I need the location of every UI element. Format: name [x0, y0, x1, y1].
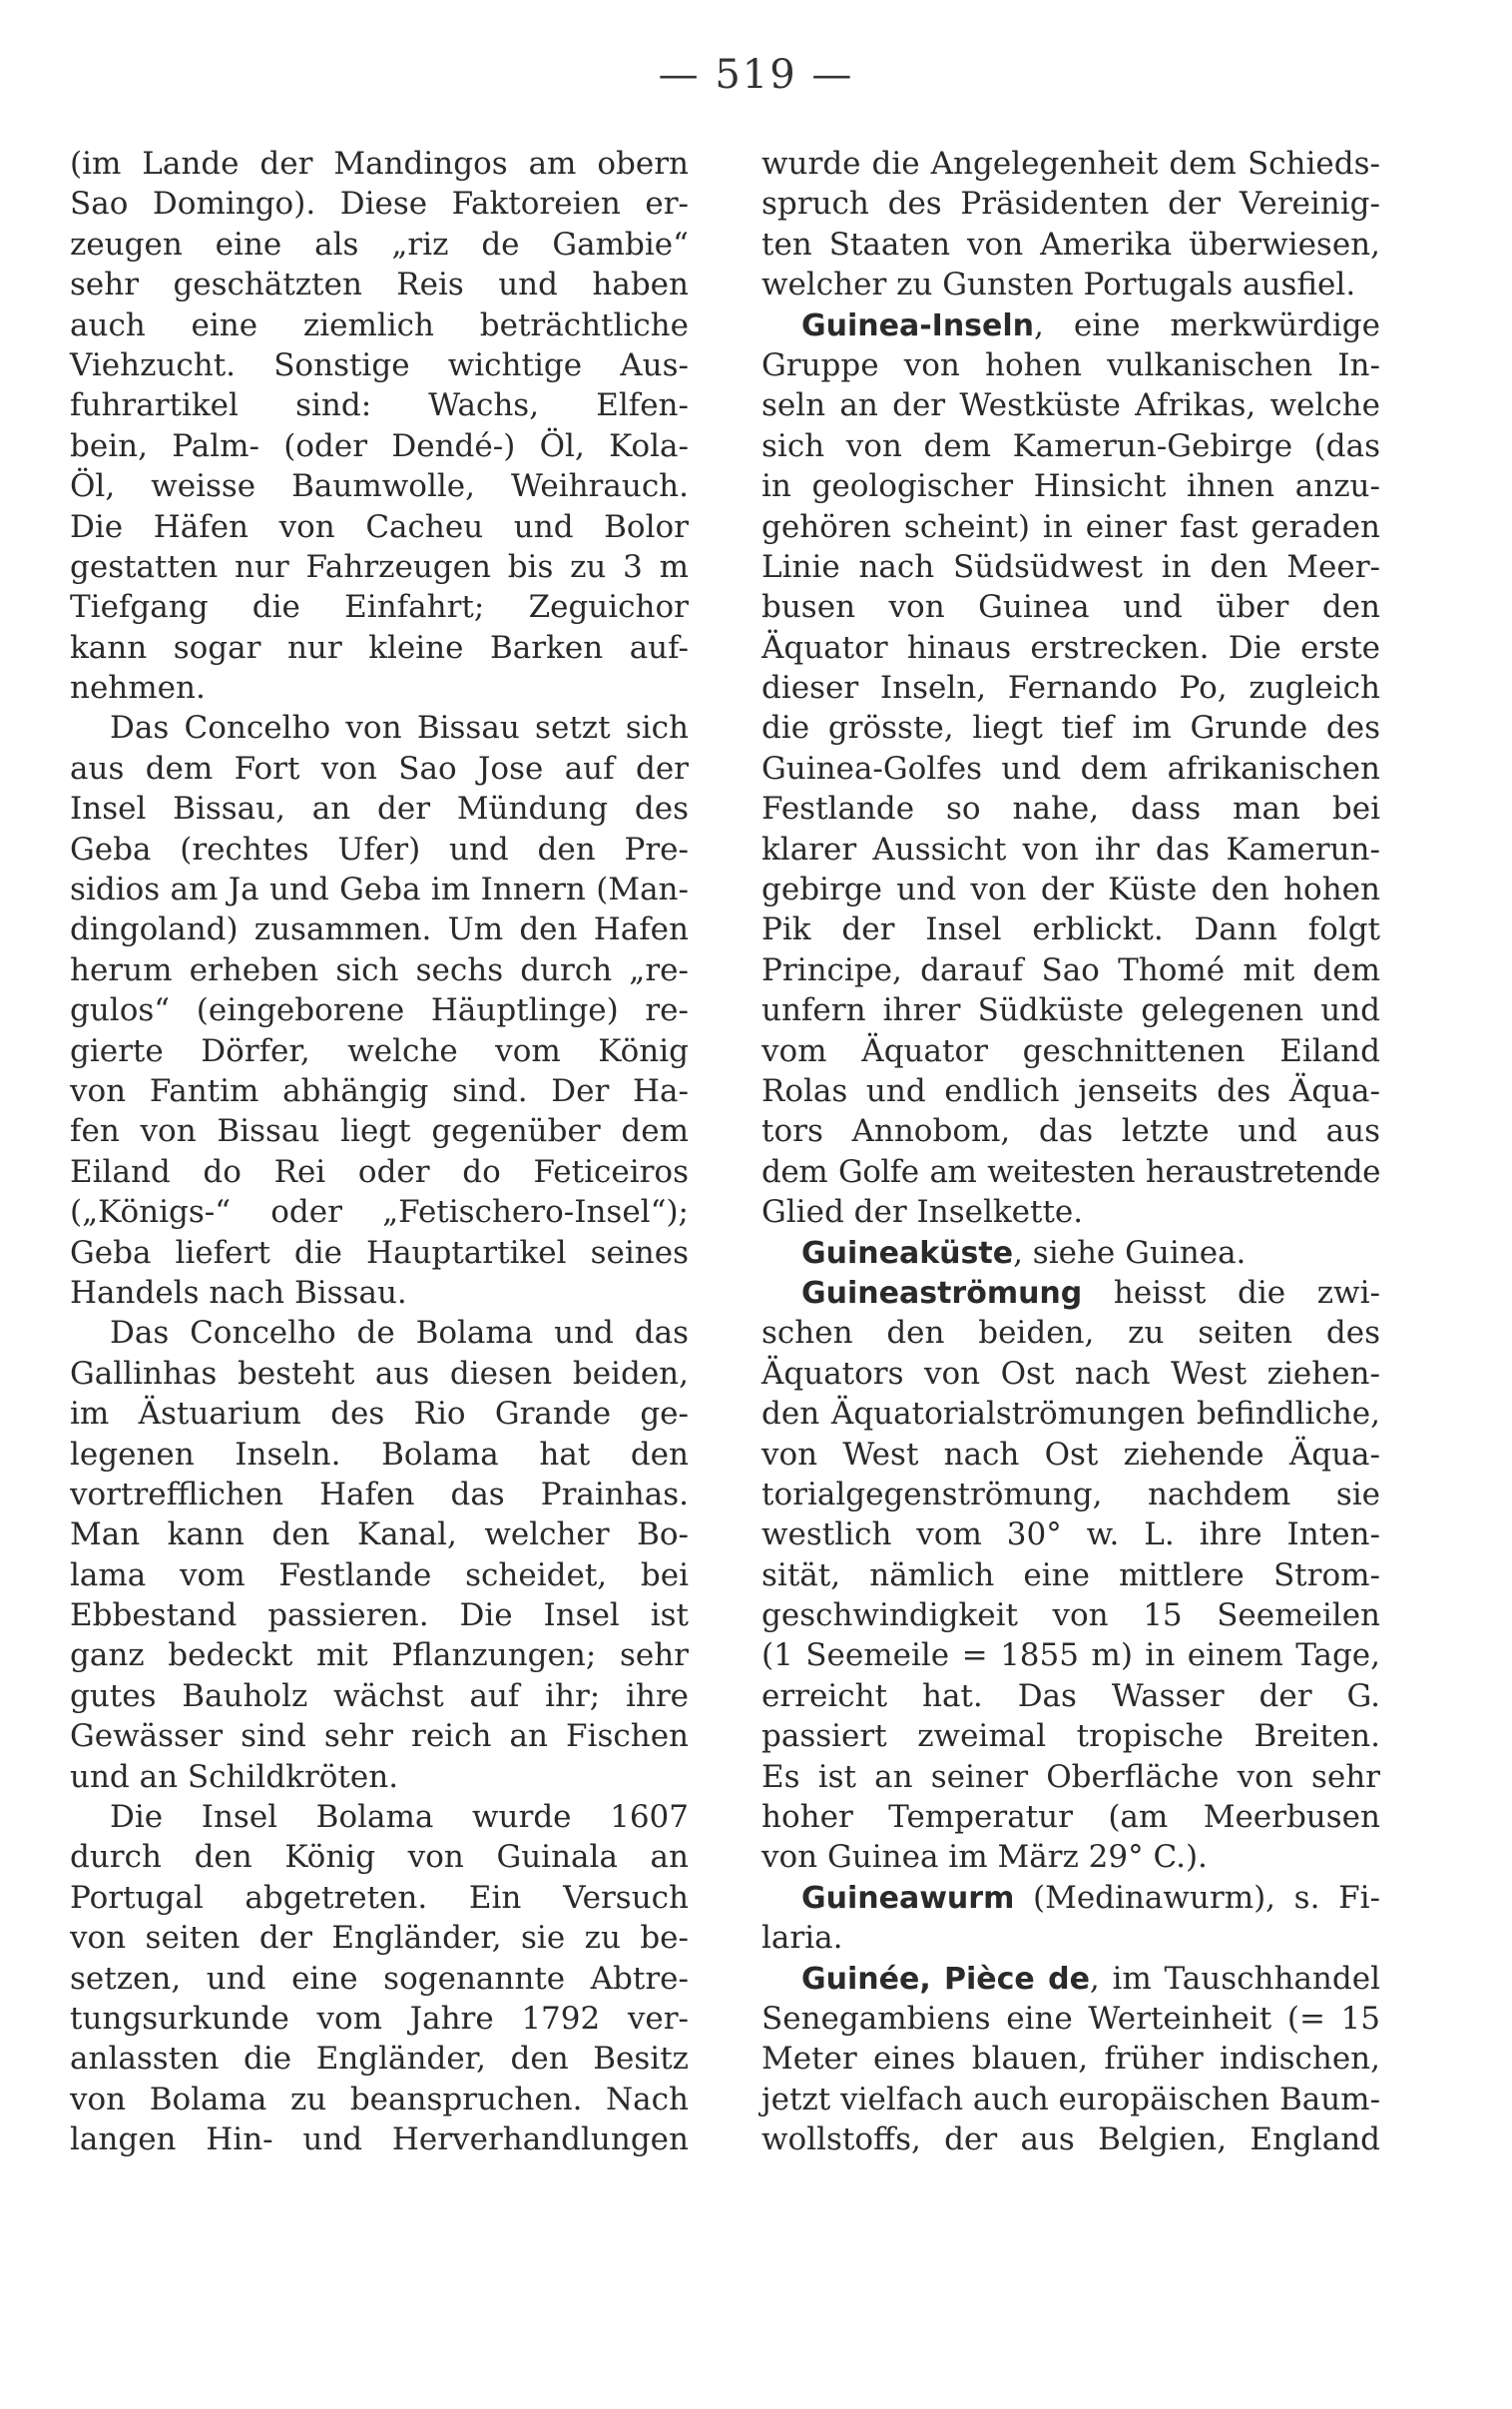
line-text: Man kann den Kanal, welcher Bo-	[70, 1516, 689, 1553]
line-text: torialgegenströmung, nachdem sie	[761, 1476, 1380, 1512]
line-text: gutes Bauholz wächst auf ihr; ihre	[70, 1677, 689, 1714]
text-line	[70, 1475, 689, 1514]
text-line	[70, 1152, 689, 1192]
line-text: erreicht hat. Das Wasser der G.	[761, 1677, 1380, 1714]
entry-keyword: Guineaströmung	[801, 1275, 1083, 1311]
line-text: Glied der Inselkette.	[761, 1194, 1084, 1231]
text-line	[70, 1273, 689, 1313]
entry-keyword: Guineaküste	[801, 1235, 1014, 1271]
text-line	[761, 265, 1380, 304]
line-text: aus dem Fort von Sao Jose auf der	[70, 750, 689, 787]
text-line	[70, 668, 689, 708]
text-line	[761, 2039, 1380, 2079]
line-text: zeugen eine als „riz de Gambie“	[70, 226, 689, 263]
line-text: Die Insel Bolama wurde 1607	[110, 1799, 689, 1836]
text-line	[761, 870, 1380, 909]
text-line	[761, 830, 1380, 870]
text-line	[70, 385, 689, 425]
line-text: Rolas und endlich jenseits des Äqua-	[761, 1072, 1380, 1109]
line-text: setzen, und eine sogenannte Abtre-	[70, 1960, 689, 1997]
text-line	[761, 305, 1380, 345]
text-line	[761, 466, 1380, 506]
text-line	[70, 1111, 689, 1151]
line-text: Senegambiens eine Werteinheit (= 15	[761, 2000, 1380, 2037]
line-text: sidios am Ja und Geba im Innern (Man-	[70, 872, 689, 908]
line-text: Gewässer sind sehr reich an Fischen	[70, 1718, 689, 1755]
line-text: nehmen.	[70, 670, 206, 707]
line-text: gehören scheint) in einer fast geraden	[761, 508, 1380, 545]
line-text: und an Schildkröten.	[70, 1758, 399, 1795]
line-text: Viehzucht. Sonstige wichtige Aus-	[70, 346, 689, 383]
line-text: im Ästuarium des Rio Grande ge-	[70, 1396, 689, 1433]
text-line	[70, 1233, 689, 1273]
entry-keyword: Guinée, Pièce de	[801, 1961, 1090, 1997]
line-text: von West nach Ost ziehende Äqua-	[761, 1436, 1380, 1473]
text-line	[761, 1999, 1380, 2039]
line-text: unfern ihrer Südküste gelegenen und	[761, 992, 1380, 1029]
line-text: Das Concelho de Bolama und das	[110, 1315, 689, 1352]
text-line	[70, 144, 689, 184]
text-line	[70, 1837, 689, 1877]
text-line	[761, 1837, 1380, 1877]
text-line	[761, 1918, 1380, 1958]
text-line	[761, 547, 1380, 587]
line-text: , eine merkwürdige	[1034, 306, 1380, 343]
line-text: wurde die Angelegenheit dem Schieds-	[761, 146, 1380, 182]
text-line	[70, 1959, 689, 1999]
line-text: Portugal abgetreten. Ein Versuch	[70, 1879, 689, 1916]
line-text: hoher Temperatur (am Meerbusen	[761, 1799, 1380, 1836]
line-text: dieser Inseln, Fernando Po, zugleich	[761, 670, 1380, 707]
text-line	[70, 345, 689, 385]
right-column	[761, 144, 1380, 2160]
line-text: Festlande so nahe, dass man bei	[761, 791, 1380, 828]
text-line	[70, 2080, 689, 2119]
text-line	[70, 265, 689, 304]
text-line	[761, 668, 1380, 708]
text-line	[70, 1394, 689, 1434]
text-line	[761, 426, 1380, 466]
line-text: tors Annobom, das letzte und aus	[761, 1113, 1380, 1150]
line-text: ten Staaten von Amerika überwiesen,	[761, 226, 1380, 263]
line-text: kann sogar nur kleine Barken auf-	[70, 629, 689, 666]
text-line	[761, 1635, 1380, 1675]
text-line	[761, 1152, 1380, 1192]
text-line	[70, 628, 689, 668]
text-line	[70, 749, 689, 789]
line-text: spruch des Präsidenten der Vereinig-	[761, 186, 1380, 223]
text-line	[761, 1192, 1380, 1232]
text-line	[70, 547, 689, 587]
text-line	[70, 1031, 689, 1071]
text-line	[761, 950, 1380, 990]
text-line	[761, 345, 1380, 385]
text-line	[761, 1031, 1380, 1071]
text-line	[761, 1716, 1380, 1756]
text-line	[70, 1313, 689, 1353]
text-line	[761, 2119, 1380, 2159]
text-line	[761, 628, 1380, 668]
text-line	[761, 1233, 1380, 1273]
text-line	[761, 1797, 1380, 1837]
text-line	[761, 1313, 1380, 1353]
line-text: Insel Bissau, an der Mündung des	[70, 791, 689, 828]
line-text: herum erheben sich sechs durch „re-	[70, 951, 689, 988]
text-line	[70, 708, 689, 748]
text-line	[70, 1716, 689, 1756]
line-text: gulos“ (eingeborene Häuptlinge) re-	[70, 992, 689, 1029]
text-line	[70, 1676, 689, 1716]
line-text: busen von Guinea und über den	[761, 589, 1380, 626]
text-line	[761, 1273, 1380, 1313]
line-text: heisst die zwi-	[1082, 1274, 1380, 1311]
line-text: sität, nämlich eine mittlere Strom-	[761, 1556, 1380, 1593]
text-line	[70, 1918, 689, 1958]
text-line	[761, 144, 1380, 184]
line-text: Äquators von Ost nach West ziehen-	[761, 1355, 1380, 1392]
text-line	[761, 2080, 1380, 2119]
line-text: , im Tauschhandel	[1089, 1960, 1381, 1997]
text-line	[70, 1595, 689, 1635]
line-text: schen den beiden, zu seiten des	[761, 1315, 1380, 1352]
line-text: Pik der Insel erblickt. Dann folgt	[761, 911, 1380, 948]
text-line	[70, 1757, 689, 1797]
text-line	[70, 1514, 689, 1554]
line-text: von seiten der Engländer, sie zu be-	[70, 1920, 689, 1957]
text-line	[70, 1555, 689, 1595]
text-line	[761, 1111, 1380, 1151]
line-text: passiert zweimal tropische Breiten.	[761, 1718, 1380, 1755]
text-line	[761, 507, 1380, 547]
text-line	[70, 184, 689, 224]
text-line	[761, 184, 1380, 224]
line-text: Das Concelho von Bissau setzt sich	[110, 710, 689, 747]
text-line	[70, 870, 689, 909]
line-text: welcher zu Gunsten Portugals ausfiel.	[761, 267, 1356, 303]
text-line	[70, 1999, 689, 2039]
text-line	[761, 225, 1380, 265]
text-line	[761, 1354, 1380, 1394]
line-text: Gruppe von hohen vulkanischen In-	[761, 346, 1380, 383]
text-line	[761, 1394, 1380, 1434]
line-text: („Königs-“ oder „Fetischero-Insel“);	[70, 1194, 689, 1231]
text-line	[761, 385, 1380, 425]
line-text: jetzt vielfach auch europäischen Baum-	[761, 2081, 1381, 2117]
text-line	[761, 587, 1380, 627]
line-text: sehr geschätzten Reis und haben	[70, 267, 689, 303]
line-text: vom Äquator geschnittenen Eiland	[761, 1032, 1380, 1069]
line-text: gebirge und von der Küste den hohen	[761, 872, 1380, 908]
line-text: Geba (rechtes Ufer) und den Pre-	[70, 831, 689, 868]
text-line	[70, 2119, 689, 2159]
line-text: Ebbestand passieren. Die Insel ist	[70, 1597, 689, 1634]
line-text: (1 Seemeile = 1855 m) in einem Tage,	[761, 1637, 1380, 1674]
line-text: sich von dem Kamerun-Gebirge (das	[761, 427, 1380, 464]
line-text: lama vom Festlande scheidet, bei	[70, 1556, 689, 1593]
left-column	[70, 144, 689, 2160]
text-line	[70, 950, 689, 990]
text-line	[761, 1878, 1380, 1918]
line-text: Linie nach Südsüdwest in den Meer-	[761, 548, 1380, 585]
text-line	[761, 1959, 1380, 1999]
line-text: Handels nach Bissau.	[70, 1274, 407, 1311]
line-text: dingoland) zusammen. Um den Hafen	[70, 911, 689, 948]
text-line	[761, 1555, 1380, 1595]
line-text: Gallinhas besteht aus diesen beiden,	[70, 1355, 689, 1392]
text-line	[70, 830, 689, 870]
line-text: Tiefgang die Einfahrt; Zeguichor	[70, 589, 689, 626]
text-line	[761, 708, 1380, 748]
line-text: (im Lande der Mandingos am obern	[70, 146, 689, 182]
line-text: anlassten die Engländer, den Besitz	[70, 2041, 689, 2078]
line-text: seln an der Westküste Afrikas, welche	[761, 387, 1380, 424]
text-line	[761, 1475, 1380, 1514]
line-text: Sao Domingo). Diese Faktoreien er-	[70, 186, 689, 223]
line-text: von Guinea im März 29° C.).	[761, 1839, 1208, 1876]
line-text: von Fantim abhängig sind. Der Ha-	[70, 1072, 689, 1109]
line-text: in geologischer Hinsicht ihnen anzu-	[761, 468, 1380, 505]
line-text: klarer Aussicht von ihr das Kamerun-	[761, 831, 1380, 868]
text-line	[70, 1071, 689, 1111]
line-text: westlich vom 30° w. L. ihre Inten-	[761, 1516, 1380, 1553]
line-text: ganz bedeckt mit Pflanzungen; sehr	[70, 1637, 689, 1674]
line-text: Principe, darauf Sao Thomé mit dem	[761, 951, 1380, 988]
line-text: den Äquatorialströmungen befindliche,	[761, 1396, 1380, 1433]
line-text: tungsurkunde vom Jahre 1792 ver-	[70, 2000, 689, 2037]
line-text: die grösste, liegt tief im Grunde des	[761, 710, 1380, 747]
line-text: Eiland do Rei oder do Feticeiros	[70, 1153, 689, 1190]
text-line	[761, 1757, 1380, 1797]
line-text: langen Hin- und Herverhandlungen	[70, 2121, 689, 2158]
text-line	[761, 1676, 1380, 1716]
text-line	[70, 466, 689, 506]
text-line	[70, 1435, 689, 1475]
text-line	[70, 1354, 689, 1394]
entry-keyword: Guinea-Inseln	[801, 307, 1035, 343]
text-line	[761, 1595, 1380, 1635]
line-text: wollstoffs, der aus Belgien, England	[761, 2121, 1380, 2158]
line-text: Die Häfen von Cacheu und Bolor	[70, 508, 689, 545]
page-number: — 519 —	[658, 52, 854, 98]
line-text: (Medinawurm), s. Fi-	[1014, 1879, 1380, 1916]
text-line	[761, 749, 1380, 789]
line-text: gierte Dörfer, welche vom König	[70, 1032, 689, 1069]
line-text: Geba liefert die Hauptartikel seines	[70, 1234, 689, 1271]
line-text: , siehe Guinea.	[1013, 1234, 1247, 1271]
text-line	[761, 1071, 1380, 1111]
text-line	[70, 1192, 689, 1232]
line-text: Meter eines blauen, früher indischen,	[761, 2041, 1380, 2078]
text-line	[761, 990, 1380, 1030]
text-line	[70, 426, 689, 466]
text-line	[70, 1797, 689, 1837]
entry-keyword: Guineawurm	[801, 1880, 1015, 1916]
line-text: Äquator hinaus erstrecken. Die erste	[761, 629, 1380, 666]
text-line	[70, 909, 689, 949]
text-line	[761, 789, 1380, 829]
text-line	[70, 1635, 689, 1675]
text-line	[70, 225, 689, 265]
line-text: durch den König von Guinala an	[70, 1839, 689, 1876]
text-line	[761, 1435, 1380, 1475]
text-line	[70, 990, 689, 1030]
line-text: fuhrartikel sind: Wachs, Elfen-	[70, 387, 689, 424]
text-line	[761, 1514, 1380, 1554]
text-line	[70, 587, 689, 627]
line-text: dem Golfe am weitesten heraustretende	[761, 1153, 1380, 1190]
line-text: Öl, weisse Baumwolle, Weihrauch.	[70, 468, 689, 505]
line-text: laria.	[761, 1920, 843, 1957]
text-line	[70, 1878, 689, 1918]
line-text: fen von Bissau liegt gegenüber dem	[70, 1113, 689, 1150]
line-text: bein, Palm- (oder Dendé-) Öl, Kola-	[70, 427, 689, 464]
line-text: Guinea-Golfes und dem afrikanischen	[761, 750, 1380, 787]
line-text: gestatten nur Fahrzeugen bis zu 3 m	[70, 548, 689, 585]
line-text: Es ist an seiner Oberfläche von sehr	[761, 1758, 1380, 1795]
text-line	[70, 789, 689, 829]
line-text: vortrefflichen Hafen das Prainhas.	[70, 1476, 689, 1512]
text-line	[70, 2039, 689, 2079]
line-text: legenen Inseln. Bolama hat den	[70, 1436, 689, 1473]
text-line	[70, 507, 689, 547]
text-line	[761, 909, 1380, 949]
line-text: geschwindigkeit von 15 Seemeilen	[761, 1597, 1380, 1634]
line-text: von Bolama zu beanspruchen. Nach	[70, 2081, 689, 2117]
line-text: auch eine ziemlich beträchtliche	[70, 306, 689, 343]
text-line	[70, 305, 689, 345]
